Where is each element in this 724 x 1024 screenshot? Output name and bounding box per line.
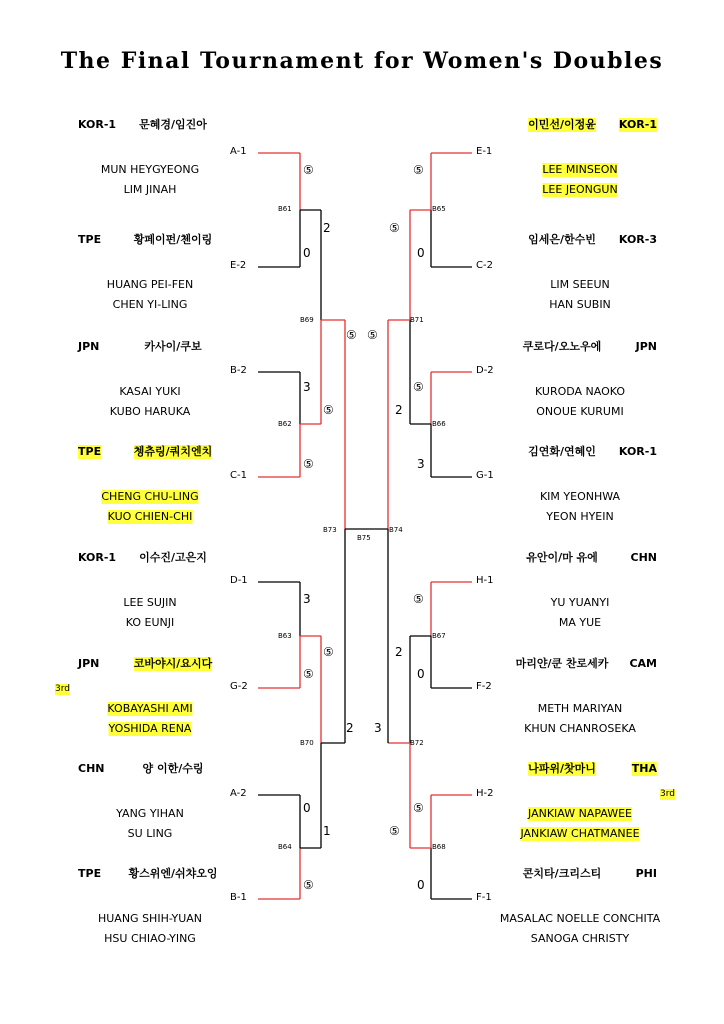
score: ⑤ (367, 328, 378, 342)
match-number: B66 (432, 420, 446, 428)
slot-label: E-1 (476, 146, 493, 157)
team-country: CHN (630, 551, 657, 564)
score: ⑤ (413, 592, 424, 606)
score: 3 (374, 721, 382, 735)
match-number: B75 (357, 534, 371, 542)
match-number: B73 (323, 526, 337, 534)
slot-label: A-1 (230, 146, 247, 157)
match-number: B63 (278, 632, 292, 640)
team-country: KOR-1 (78, 551, 117, 564)
team-player-2: KHUN CHANROSEKA (524, 722, 636, 735)
match-number: B70 (300, 739, 314, 747)
team-player-1: MUN HEYGYEONG (100, 163, 200, 176)
team-country: KOR-1 (78, 118, 117, 131)
team-player-1: KOBAYASHI AMI (107, 702, 193, 715)
score: 2 (395, 645, 403, 659)
score: 1 (323, 824, 331, 838)
team-country: KOR-1 (618, 118, 657, 131)
team-player-2: KUBO HARUKA (109, 405, 191, 418)
score: ⑤ (413, 801, 424, 815)
team-player-1: LEE MINSEON (542, 163, 618, 176)
team-player-1: KURODA NAOKO (534, 385, 626, 398)
team-player-2: LEE JEONGUN (542, 183, 618, 196)
team-player-2: KUO CHIEN-CHI (107, 510, 193, 523)
score: ⑤ (303, 667, 314, 681)
team-player-1: YANG YIHAN (116, 807, 184, 820)
score: 0 (303, 801, 311, 815)
team-player-2: SANOGA CHRISTY (530, 932, 630, 945)
match-number: B71 (410, 316, 424, 324)
team-country: JPN (635, 340, 657, 353)
team-player-1: YU YUANYI (550, 596, 610, 609)
slot-label: G-1 (476, 470, 494, 481)
team-korean-names: 카사이/쿠보 (144, 340, 202, 353)
match-number: B65 (432, 205, 446, 213)
team-player-1: KASAI YUKI (119, 385, 181, 398)
slot-label: B-2 (230, 365, 247, 376)
slot-label: C-1 (230, 470, 247, 481)
slot-label: F-1 (476, 892, 492, 903)
team-player-2: KO EUNJI (125, 616, 175, 629)
team-country: JPN (78, 340, 100, 353)
score: 2 (395, 403, 403, 417)
team-player-2: SU LING (127, 827, 173, 840)
score: ⑤ (413, 163, 424, 177)
team-player-2: ONOUE KURUMI (536, 405, 624, 418)
match-number: B61 (278, 205, 292, 213)
team-player-1: MASALAC NOELLE CONCHITA (499, 912, 661, 925)
team-player-2: HSU CHIAO-YING (104, 932, 196, 945)
score: ⑤ (389, 221, 400, 235)
score: ⑤ (303, 878, 314, 892)
team-korean-names: 코바야시/요시다 (133, 657, 213, 670)
match-number: B69 (300, 316, 314, 324)
slot-label: G-2 (230, 681, 248, 692)
slot-label: D-1 (230, 575, 248, 586)
score: 0 (417, 878, 425, 892)
match-number: B72 (410, 739, 424, 747)
match-number: B64 (278, 843, 292, 851)
slot-label: D-2 (476, 365, 494, 376)
score: 0 (417, 246, 425, 260)
team-country: TPE (78, 445, 102, 458)
team-country: JPN (78, 657, 100, 670)
slot-label: A-2 (230, 788, 247, 799)
score: 3 (303, 380, 311, 394)
team-player-2: YOSHIDA RENA (108, 722, 192, 735)
slot-label: H-1 (476, 575, 494, 586)
score: ⑤ (389, 824, 400, 838)
team-country: PHI (635, 867, 657, 880)
team-player-1: JANKIAW NAPAWEE (528, 807, 632, 820)
team-player-2: YEON HYEIN (546, 510, 614, 523)
team-player-2: CHEN YI-LING (112, 298, 188, 311)
team-country: THA (631, 762, 657, 775)
team-korean-names: 양 이한/수링 (142, 762, 204, 775)
team-korean-names: 쳉츄링/쿼치엔치 (133, 445, 213, 458)
team-player-2: LIM JINAH (123, 183, 177, 196)
page-title: The Final Tournament for Women's Doubles (60, 48, 664, 74)
team-korean-names: 황페이펀/첸이링 (133, 233, 213, 246)
team-player-1: METH MARIYAN (537, 702, 623, 715)
team-korean-names: 문혜경/임진아 (139, 118, 207, 131)
match-number: B74 (389, 526, 403, 534)
team-player-2: HAN SUBIN (549, 298, 611, 311)
team-korean-names: 이민선/이정윤 (528, 118, 596, 131)
team-country: CAM (629, 657, 657, 670)
team-player-1: HUANG SHIH-YUAN (97, 912, 203, 925)
slot-label: F-2 (476, 681, 492, 692)
team-country: CHN (78, 762, 105, 775)
match-number: B67 (432, 632, 446, 640)
team-player-1: CHENG CHU-LING (101, 490, 199, 503)
score: 2 (323, 221, 331, 235)
team-country: TPE (78, 867, 102, 880)
team-player-2: JANKIAW CHATMANEE (520, 827, 640, 840)
team-player-1: LEE SUJIN (123, 596, 177, 609)
team-player-1: LIM SEEUN (550, 278, 610, 291)
team-player-2: MA YUE (558, 616, 602, 629)
team-korean-names: 황스위엔/쉬챠오잉 (128, 867, 218, 880)
team-korean-names: 나파위/찻마니 (528, 762, 596, 775)
team-player-1: KIM YEONHWA (539, 490, 621, 503)
team-korean-names: 임세은/한수빈 (528, 233, 596, 246)
score: ⑤ (323, 403, 334, 417)
match-number: B68 (432, 843, 446, 851)
slot-label: H-2 (476, 788, 494, 799)
team-korean-names: 마리얀/쿤 찬로세카 (515, 657, 609, 670)
slot-label: E-2 (230, 260, 247, 271)
team-korean-names: 김연화/연혜인 (528, 445, 596, 458)
score: ⑤ (303, 163, 314, 177)
team-korean-names: 유안이/마 유에 (526, 551, 598, 564)
team-country: TPE (78, 233, 102, 246)
third-place-badge: 3rd (660, 789, 675, 799)
team-korean-names: 이수진/고은지 (139, 551, 207, 564)
team-korean-names: 쿠로다/오노우에 (522, 340, 602, 353)
team-country: KOR-1 (618, 445, 657, 458)
score: ⑤ (303, 457, 314, 471)
score: ⑤ (346, 328, 357, 342)
score: ⑤ (323, 645, 334, 659)
team-korean-names: 콘치타/크리스티 (522, 867, 602, 880)
slot-label: B-1 (230, 892, 247, 903)
score: 3 (417, 457, 425, 471)
score: 0 (303, 246, 311, 260)
slot-label: C-2 (476, 260, 493, 271)
score: 2 (346, 721, 354, 735)
score: ⑤ (413, 380, 424, 394)
score: 3 (303, 592, 311, 606)
team-player-1: HUANG PEI-FEN (106, 278, 194, 291)
match-number: B62 (278, 420, 292, 428)
third-place-badge: 3rd (55, 684, 70, 694)
team-country: KOR-3 (618, 233, 657, 246)
score: 0 (417, 667, 425, 681)
